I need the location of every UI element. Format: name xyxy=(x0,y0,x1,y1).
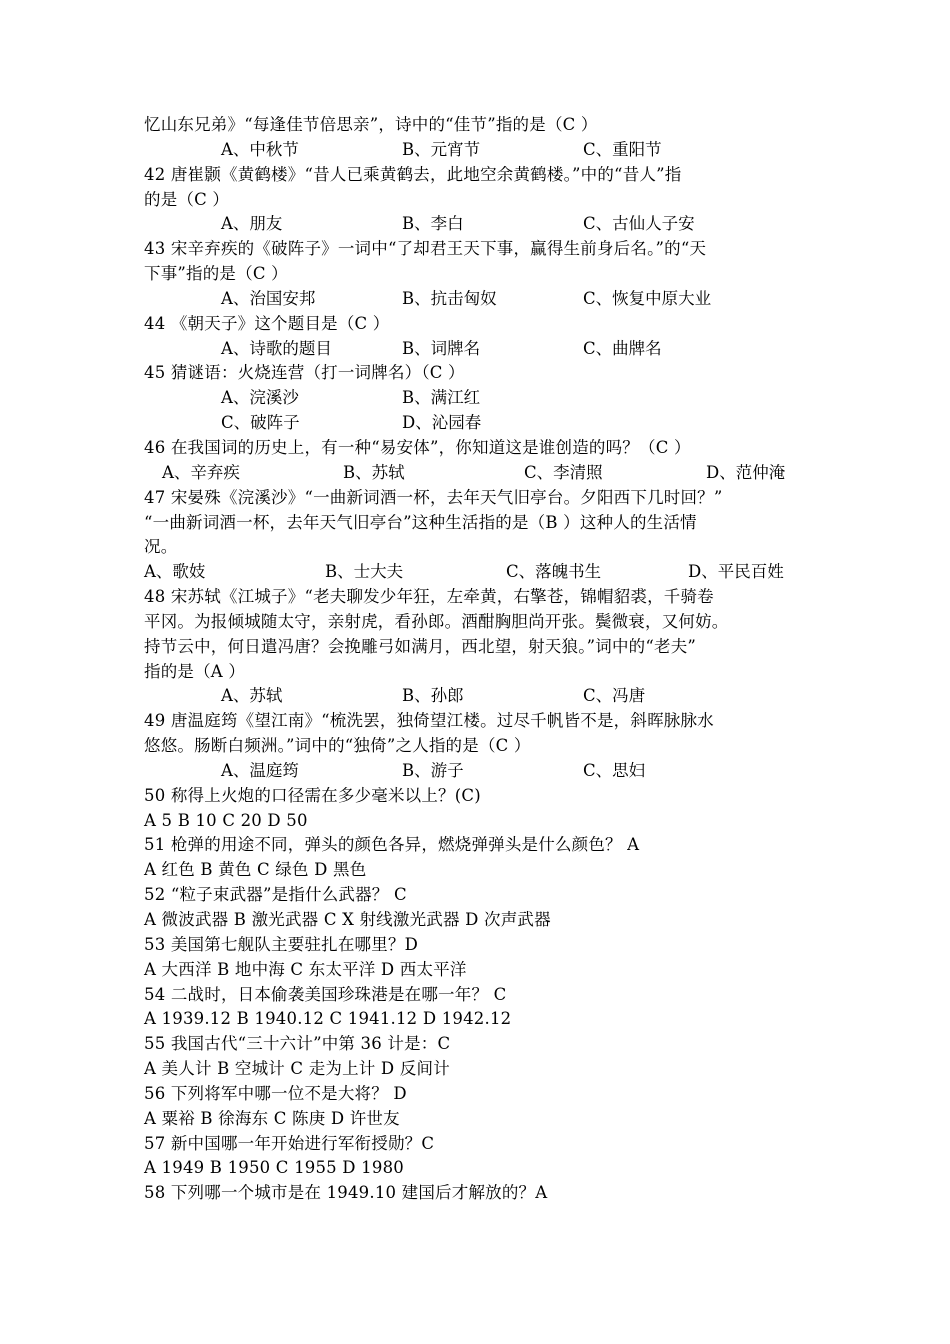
answer-option: B、士大夫 xyxy=(325,562,404,582)
option-row xyxy=(144,337,824,362)
answer-option: B、游子 xyxy=(402,760,464,780)
text-line: 54 二战时，日本偷袭美国珍珠港是在哪一年？ C xyxy=(144,984,507,1004)
option-row xyxy=(144,411,824,436)
answer-option: A、歌妓 xyxy=(144,562,206,582)
answer-option: A、朋友 xyxy=(221,214,283,234)
answer-option: C、落魄书生 xyxy=(506,562,602,582)
answer-option: C、冯唐 xyxy=(583,686,646,706)
option-row xyxy=(144,287,824,312)
answer-option: A、治国安邦 xyxy=(221,288,316,308)
text-line: 55 我国古代“三十六计”中第 36 计是：C xyxy=(144,1034,451,1054)
answer-option: B、孙郎 xyxy=(402,686,464,706)
text-line: A 红色 B 黄色 C 绿色 D 黑色 xyxy=(144,860,367,880)
answer-option: C、思妇 xyxy=(583,760,646,780)
text-line: 43 宋辛弃疾的《破阵子》一词中“了却君王天下事，赢得生前身后名。”的“天 xyxy=(144,239,707,259)
answer-option: B、元宵节 xyxy=(402,139,481,159)
text-line: 53 美国第七舰队主要驻扎在哪里？D xyxy=(144,934,419,954)
text-line: 的是（C ） xyxy=(144,189,230,209)
text-line: A 粟裕 B 徐海东 C 陈庚 D 许世友 xyxy=(144,1108,400,1128)
text-line: 51 枪弹的用途不同，弹头的颜色各异，燃烧弹弹头是什么颜色？ A xyxy=(144,835,640,855)
answer-option: B、李白 xyxy=(402,214,464,234)
answer-option: A、中秋节 xyxy=(221,139,299,159)
option-row xyxy=(144,560,824,585)
text-line: A 1939.12 B 1940.12 C 1941.12 D 1942.12 xyxy=(144,1009,512,1029)
text-line: 指的是（A ） xyxy=(144,661,246,681)
option-row xyxy=(144,138,824,163)
text-line: 46 在我国词的历史上，有一种“易安体”，你知道这是谁创造的吗？（C ） xyxy=(144,437,691,457)
answer-option: A、诗歌的题目 xyxy=(221,338,332,358)
answer-option: A、温庭筠 xyxy=(221,760,299,780)
answer-option: B、满江红 xyxy=(402,388,481,408)
answer-option: C、曲牌名 xyxy=(583,338,662,358)
option-row xyxy=(144,212,824,237)
answer-option: A、浣溪沙 xyxy=(221,388,299,408)
text-line: 58 下列哪一个城市是在 1949.10 建国后才解放的？A xyxy=(144,1183,548,1203)
answer-option: B、苏轼 xyxy=(343,462,405,482)
answer-option: A、辛弃疾 xyxy=(162,462,240,482)
answer-option: C、李清照 xyxy=(524,462,603,482)
answer-option: D、平民百姓 xyxy=(688,562,784,582)
text-line: 悠悠。肠断白频洲。”词中的“独倚”之人指的是（C ） xyxy=(144,736,531,756)
answer-option: B、抗击匈奴 xyxy=(402,288,497,308)
text-line: 57 新中国哪一年开始进行军衔授勋？C xyxy=(144,1133,435,1153)
text-line: 50 称得上火炮的口径需在多少毫米以上？(C) xyxy=(144,785,481,805)
text-line: 44 《朝天子》这个题目是（C ） xyxy=(144,313,390,333)
text-line: 56 下列将军中哪一位不是大将？ D xyxy=(144,1083,407,1103)
answer-option: D、范仲淹 xyxy=(706,462,786,482)
text-line: A 1949 B 1950 C 1955 D 1980 xyxy=(144,1158,404,1178)
answer-option: D、沁园春 xyxy=(402,413,482,433)
answer-option: C、破阵子 xyxy=(221,413,300,433)
answer-option: B、词牌名 xyxy=(402,338,481,358)
text-line: A 5 B 10 C 20 D 50 xyxy=(144,810,308,830)
text-line: 持节云中，何日遣冯唐？会挽雕弓如满月，西北望，射天狼。”词中的“老夫” xyxy=(144,636,697,656)
answer-option: C、古仙人子安 xyxy=(583,214,695,234)
option-row xyxy=(144,684,824,709)
text-line: A 微波武器 B 激光武器 C X 射线激光武器 D 次声武器 xyxy=(144,910,551,929)
text-line: 52 “粒子束武器”是指什么武器？ C xyxy=(144,885,407,905)
text-line: 42 唐崔颢《黄鹤楼》“昔人已乘黄鹤去，此地空余黄鹤楼。”中的“昔人”指 xyxy=(144,164,682,184)
text-line: A 大西洋 B 地中海 C 东太平洋 D 西太平洋 xyxy=(144,959,467,979)
answer-option: A、苏轼 xyxy=(221,686,283,706)
text-line: 忆山东兄弟》“每逢佳节倍思亲”，诗中的“佳节”指的是（C ） xyxy=(144,115,598,134)
answer-option: C、重阳节 xyxy=(583,139,662,159)
text-line: 48 宋苏轼《江城子》“老夫聊发少年狂，左牵黄，右擎苍，锦帽貂裘，千骑卷 xyxy=(144,587,714,607)
text-line: 况。 xyxy=(144,537,178,557)
text-line: “一曲新词酒一杯，去年天气旧亭台”这种生活指的是（B ）这种人的生活情 xyxy=(144,512,697,532)
option-row xyxy=(144,461,824,486)
document-body xyxy=(144,113,824,1206)
option-row xyxy=(144,759,824,784)
text-line: 下事”指的是（C ） xyxy=(144,264,288,284)
text-line: A 美人计 B 空城计 C 走为上计 D 反间计 xyxy=(144,1059,450,1079)
text-line: 47 宋晏殊《浣溪沙》“一曲新词酒一杯，去年天气旧亭台。夕阳西下几时回？” xyxy=(144,487,723,507)
option-row xyxy=(144,386,824,411)
text-line: 45 猜谜语：火烧连营（打一词牌名）（C ） xyxy=(144,363,465,383)
answer-option: C、恢复中原大业 xyxy=(583,288,712,308)
text-line: 49 唐温庭筠《望江南》“梳洗罢，独倚望江楼。过尽千帆皆不是，斜晖脉脉水 xyxy=(144,711,714,731)
text-line: 平冈。为报倾城随太守，亲射虎，看孙郎。酒酣胸胆尚开张。鬓微衰，又何妨。 xyxy=(144,611,729,631)
